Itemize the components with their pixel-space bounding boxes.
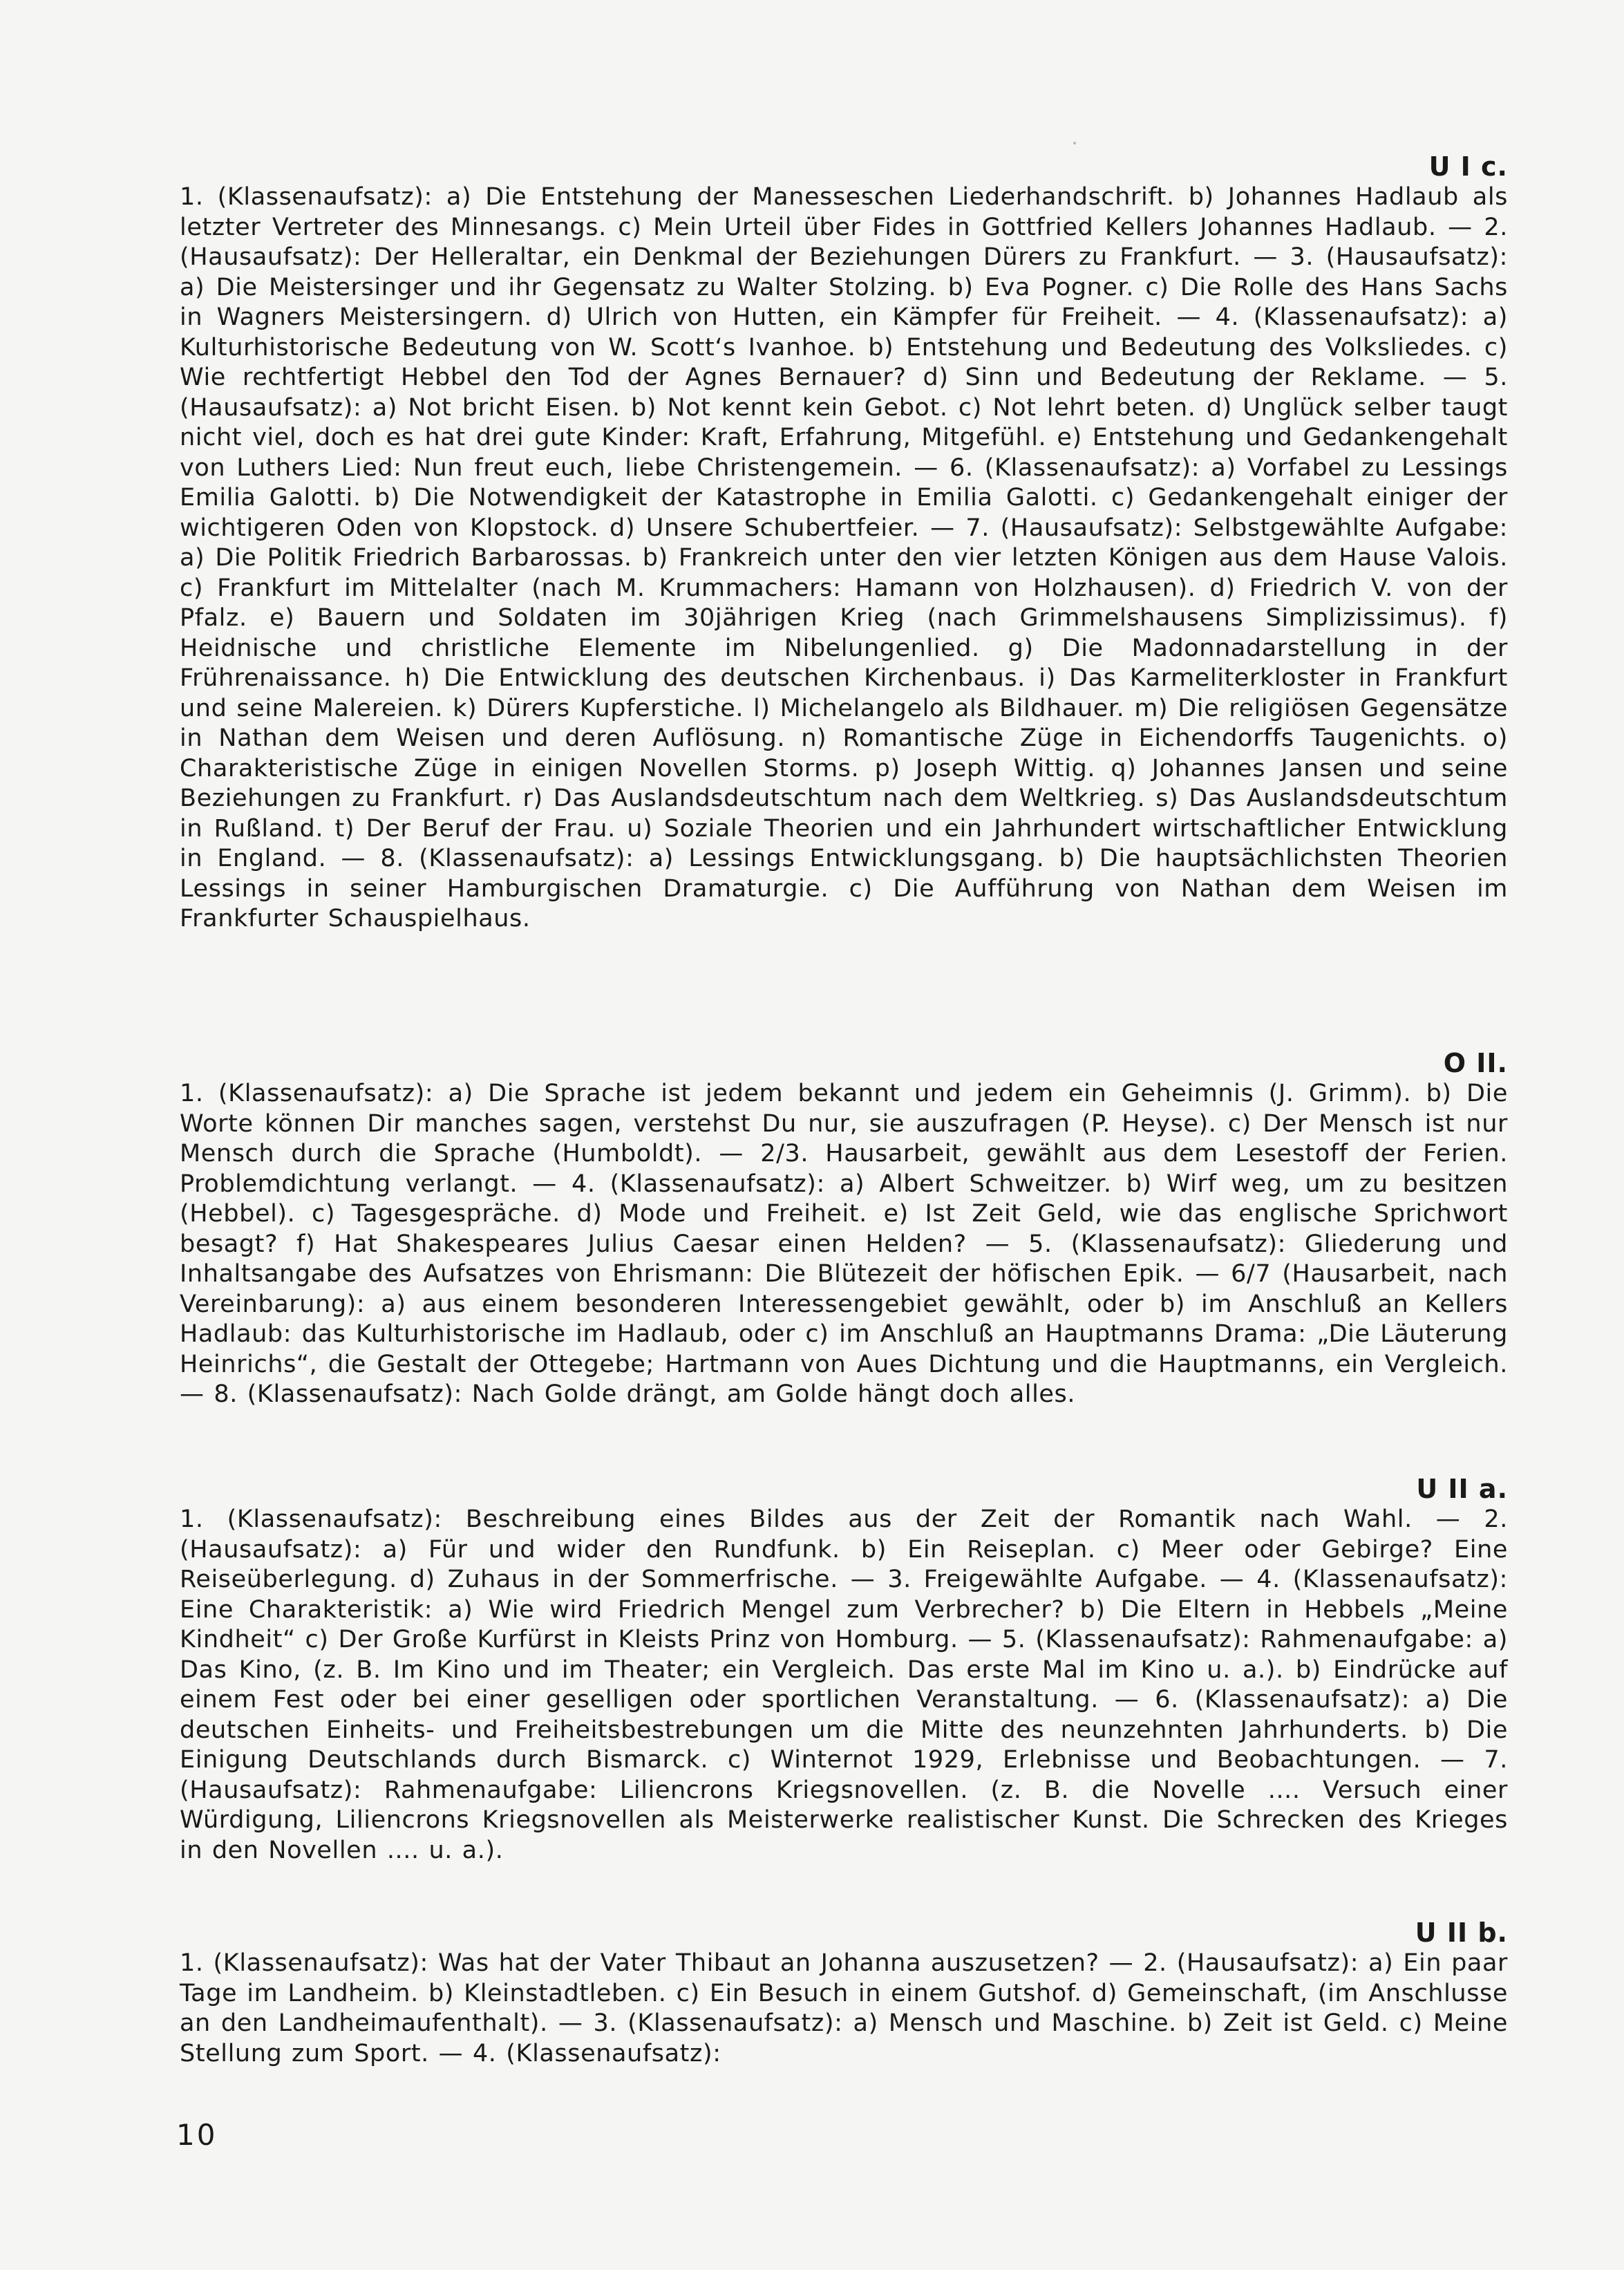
section-body: 1. (Klassenaufsatz): Was hat der Vater Thibaut an Johanna auszusetzen? — 2. (Hausaufsatz): a) Ein paar Tage im Landheim. b) Kleinstadtleben. c) Ein Besuch in einem Gutshof. d) Gemeinschaft, (im Anschlusse an den Landheimaufenthalt). — 3. (Klassenaufsatz): a) Mensch und Maschine. b) Zeit ist Geld. c) Meine Stellung zum Sport. — 4. (Klassenaufsatz):	[180, 1949, 1508, 2067]
section-heading: U II a.	[1416, 1474, 1508, 1504]
section-u-ii-b	[180, 1917, 1508, 2069]
section-o-ii	[180, 1047, 1508, 1410]
page-number: 10	[176, 2118, 218, 2152]
paper-speck	[1073, 142, 1076, 144]
section-heading: O II.	[1443, 1048, 1508, 1078]
section-body: 1. (Klassenaufsatz): Beschreibung eines Bildes aus der Zeit der Romantik nach Wahl. — 2. (Hausaufsatz): a) Für und wider den Rundfunk. b) Ein Reiseplan. c) Meer oder Gebirge? Eine Reiseüberlegung. d) Zuhaus in der Sommerfrische. — 3. Freigewählte Aufgabe. — 4. (Klassenaufsatz): Eine Charakteristik: a) Wie wird Friedrich Mengel zum Verbrecher? b) Die Eltern in Hebbels „Meine Kindheit“ c) Der Große Kurfürst in Kleists Prinz von Homburg. — 5. (Klassenaufsatz): Rahmenaufgabe: a) Das Kino, (z. B. Im Kino und im Theater; ein Vergleich. Das erste Mal im Kino u. a.). b) Eindrücke auf einem Fest oder bei einer geselligen oder sportlichen Veranstaltung. — 6. (Klassenaufsatz): a) Die deutschen Einheits- und Freiheitsbestrebungen um die Mitte des neunzehnten Jahrhunderts. b) Die Einigung Deutschlands durch Bismarck. c) Winternot 1929, Erlebnisse und Beobachtungen. — 7. (Hausaufsatz): Rahmenaufgabe: Liliencrons Kriegsnovellen. (z. B. die Novelle .... Versuch einer Würdigung, Liliencrons Kriegsnovellen als Meisterwerke realistischer Kunst. Die Schrecken des Krieges in den Novellen .... u. a.).	[180, 1505, 1508, 1864]
section-body: 1. (Klassenaufsatz): a) Die Entstehung der Manesseschen Liederhandschrift. b) Johannes Hadlaub als letzter Vertreter des Minnesangs. c) Mein Urteil über Fides in Gottfried Kellers Johannes Hadlaub. — 2. (Hausaufsatz): Der Helleraltar, ein Denkmal der Beziehungen Dürers zu Frankfurt. — 3. (Hausaufsatz): a) Die Meistersinger und ihr Gegensatz zu Walter Stolzing. b) Eva Pogner. c) Die Rolle des Hans Sachs in Wagners Meistersingern. d) Ulrich von Hutten, ein Kämpfer für Freiheit. — 4. (Klassenaufsatz): a) Kulturhistorische Bedeutung von W. Scott‘s Ivanhoe. b) Entstehung und Bedeutung des Volksliedes. c) Wie rechtfertigt Hebbel den Tod der Agnes Bernauer? d) Sinn und Bedeutung der Reklame. — 5. (Hausaufsatz): a) Not bricht Eisen. b) Not kennt kein Gebot. c) Not lehrt beten. d) Unglück selber taugt nicht viel, doch es hat drei gute Kinder: Kraft, Erfahrung, Mitgefühl. e) Entstehung und Gedankengehalt von Luthers Lied: Nun freut euch, liebe Christengemein. — 6. (Klassenaufsatz): a) Vorfabel zu Lessings Emilia Galotti. b) Die Notwendigkeit der Katastrophe in Emilia Galotti. c) Gedankengehalt einiger der wichtigeren Oden von Klopstock. d) Unsere Schubertfeier. — 7. (Hausaufsatz): Selbstgewählte Aufgabe: a) Die Politik Friedrich Barbarossas. b) Frankreich unter den vier letzten Königen aus dem Hause Valois. c) Frankfurt im Mittelalter (nach M. Krummachers: Hamann von Holzhausen). d) Friedrich V. von der Pfalz. e) Bauern und Soldaten im 30jährigen Krieg (nach Grimmelshausens Simplizissimus). f) Heidnische und christliche Elemente im Nibelungenlied. g) Die Madonnadarstellung in der Frührenaissance. h) Die Entwicklung des deutschen Kirchenbaus. i) Das Karmeliterkloster in Frankfurt und seine Malereien. k) Dürers Kupferstiche. l) Michelangelo als Bildhauer. m) Die religiösen Gegensätze in Nathan dem Weisen und deren Auflösung. n) Romantische Züge in Eichendorffs Taugenichts. o) Charakteristische Züge in einigen Novellen Storms. p) Joseph Wittig. q) Johannes Jansen und seine Beziehungen zu Frankfurt. r) Das Auslandsdeutschtum nach dem Weltkrieg. s) Das Auslandsdeutschtum in Rußland. t) Der Beruf der Frau. u) Soziale Theorien und ein Jahrhundert wirtschaftlicher Entwicklung in England. — 8. (Klassenaufsatz): a) Lessings Entwicklungsgang. b) Die hauptsächlichsten Theorien Lessings in seiner Hamburgischen Dramaturgie. c) Die Aufführung von Nathan dem Weisen im Frankfurter Schauspielhaus.	[180, 183, 1508, 932]
section-heading: U I c.	[1428, 151, 1508, 182]
section-u-ii-a	[180, 1473, 1508, 1866]
section-body: 1. (Klassenaufsatz): a) Die Sprache ist jedem bekannt und jedem ein Geheimnis (J. Grimm). b) Die Worte können Dir manches sagen, verstehst Du nur, sie auszufragen (P. Heyse). c) Der Mensch ist nur Mensch durch die Sprache (Humboldt). — 2/3. Hausarbeit, gewählt aus dem Lesestoff der Ferien. Problemdichtung verlangt. — 4. (Klassenaufsatz): a) Albert Schweitzer. b) Wirf weg, um zu besitzen (Hebbel). c) Tagesgespräche. d) Mode und Freiheit. e) Ist Zeit Geld, wie das englische Sprichwort besagt? f) Hat Shakespeares Julius Caesar einen Helden? — 5. (Klassenaufsatz): Gliederung und Inhaltsangabe des Aufsatzes von Ehrismann: Die Blütezeit der höfischen Epik. — 6/7 (Hausarbeit, nach Vereinbarung): a) aus einem besonderen Interessengebiet gewählt, oder b) im Anschluß an Kellers Hadlaub: das Kulturhistorische im Hadlaub, oder c) im Anschluß an Hauptmanns Drama: „Die Läuterung Heinrichs“, die Gestalt der Ottegebe; Hartmann von Aues Dichtung und die Hauptmanns, ein Vergleich. — 8. (Klassenaufsatz): Nach Golde drängt, am Golde hängt doch alles.	[180, 1080, 1508, 1408]
section-u-i-c	[180, 151, 1508, 935]
section-heading: U II b.	[1415, 1917, 1508, 1948]
